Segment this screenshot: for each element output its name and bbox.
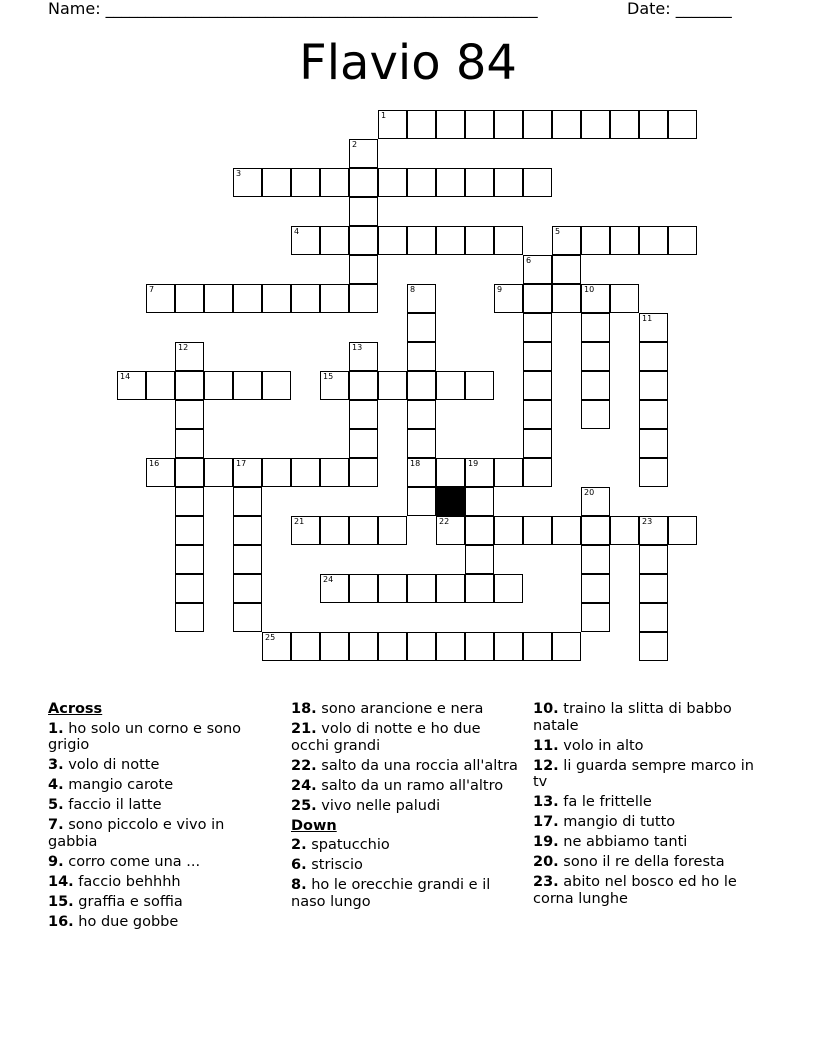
grid-cell[interactable]	[175, 574, 204, 603]
clue-number: 9.	[48, 853, 64, 870]
clue-item	[291, 778, 521, 795]
grid-cell[interactable]	[552, 110, 581, 139]
grid-cell[interactable]	[436, 458, 465, 487]
grid-cell[interactable]	[523, 168, 552, 197]
cell-number: 18	[410, 459, 421, 468]
cell-number: 8	[410, 285, 416, 294]
grid-cell[interactable]	[262, 632, 291, 661]
clue-number: 14.	[48, 873, 74, 890]
grid-cell[interactable]	[581, 284, 610, 313]
grid-cell[interactable]	[349, 139, 378, 168]
grid-cell[interactable]	[349, 284, 378, 313]
grid-cell[interactable]	[465, 371, 494, 400]
clue-item	[48, 797, 278, 814]
clue-column-2	[291, 701, 521, 914]
grid-cell[interactable]	[146, 284, 175, 313]
grid-cell[interactable]	[552, 516, 581, 545]
grid-cell[interactable]	[233, 458, 262, 487]
grid-cell[interactable]	[639, 574, 668, 603]
clue-text: faccio il latte	[68, 797, 162, 813]
cell-number: 21	[294, 517, 305, 526]
grid-cell[interactable]	[407, 487, 436, 516]
clue-number: 24.	[291, 777, 317, 794]
clue-text: li guarda sempre marco in tv	[533, 757, 754, 790]
grid-cell[interactable]	[378, 516, 407, 545]
grid-cell[interactable]	[291, 284, 320, 313]
clue-text: sono piccolo e vivo in gabbia	[48, 817, 225, 850]
clue-text: fa le frittelle	[563, 794, 652, 810]
grid-cell[interactable]	[494, 110, 523, 139]
clue-item	[48, 777, 278, 794]
clue-number: 8.	[291, 877, 307, 893]
clue-text: graffia e soffia	[78, 893, 183, 910]
clue-number: 20.	[533, 854, 559, 870]
grid-cell[interactable]	[175, 371, 204, 400]
grid-cell[interactable]	[581, 545, 610, 574]
clue-item	[291, 798, 521, 815]
clue-text: striscio	[311, 857, 363, 873]
grid-cell[interactable]	[349, 371, 378, 400]
clue-number: 5.	[48, 797, 64, 813]
grid-cell[interactable]	[523, 458, 552, 487]
grid-cell[interactable]	[407, 313, 436, 342]
grid-cell[interactable]	[494, 458, 523, 487]
section-heading-down: Down	[291, 817, 337, 834]
clue-item	[291, 721, 521, 754]
grid-cell[interactable]	[581, 603, 610, 632]
clue-item	[48, 914, 278, 931]
grid-cell[interactable]	[523, 284, 552, 313]
clue-item	[533, 758, 763, 791]
clue-number: 25.	[291, 797, 317, 814]
grid-cell[interactable]	[552, 632, 581, 661]
grid-cell[interactable]	[436, 110, 465, 139]
grid-cell[interactable]	[291, 516, 320, 545]
grid-cell[interactable]	[610, 284, 639, 313]
grid-cell[interactable]	[523, 110, 552, 139]
black-square	[436, 487, 465, 516]
clue-text: salto da una roccia all'altra	[321, 757, 518, 774]
clue-text: ho le orecchie grandi e il naso lungo	[291, 877, 491, 910]
grid-cell[interactable]	[494, 516, 523, 545]
grid-cell[interactable]	[552, 255, 581, 284]
grid-cell[interactable]	[175, 458, 204, 487]
grid-cell[interactable]	[204, 371, 233, 400]
grid-cell[interactable]	[465, 632, 494, 661]
grid-cell[interactable]	[349, 168, 378, 197]
clue-number: 17.	[533, 814, 559, 830]
grid-cell[interactable]	[407, 400, 436, 429]
clue-item	[533, 701, 763, 734]
grid-cell[interactable]	[465, 168, 494, 197]
grid-cell[interactable]	[639, 632, 668, 661]
clue-number: 3.	[48, 757, 64, 773]
grid-cell[interactable]	[407, 342, 436, 371]
clue-text: ho solo un corno e sono grigio	[48, 720, 242, 753]
grid-cell[interactable]	[407, 284, 436, 313]
clue-item	[533, 814, 763, 831]
grid-cell[interactable]	[581, 574, 610, 603]
grid-cell[interactable]	[117, 371, 146, 400]
grid-cell[interactable]	[407, 458, 436, 487]
grid-cell[interactable]	[668, 516, 697, 545]
grid-cell[interactable]	[233, 516, 262, 545]
grid-cell[interactable]	[523, 255, 552, 284]
grid-cell[interactable]	[610, 516, 639, 545]
grid-cell[interactable]	[175, 487, 204, 516]
clue-number: 19.	[533, 834, 559, 850]
clue-text: corro come una ...	[68, 853, 201, 870]
clue-item	[533, 854, 763, 871]
grid-cell[interactable]	[349, 342, 378, 371]
cell-number: 6	[526, 256, 532, 265]
grid-cell[interactable]	[175, 400, 204, 429]
grid-cell[interactable]	[639, 545, 668, 574]
grid-cell[interactable]	[349, 197, 378, 226]
grid-cell[interactable]	[320, 284, 349, 313]
clue-item	[533, 834, 763, 851]
grid-cell[interactable]	[639, 429, 668, 458]
cell-number: 15	[323, 372, 334, 381]
grid-cell[interactable]	[552, 226, 581, 255]
clue-item	[48, 894, 278, 911]
grid-cell[interactable]	[639, 371, 668, 400]
grid-cell[interactable]	[349, 574, 378, 603]
clue-item	[48, 757, 278, 774]
grid-cell[interactable]	[465, 487, 494, 516]
grid-cell[interactable]	[175, 516, 204, 545]
cell-number: 9	[497, 285, 503, 294]
grid-cell[interactable]	[639, 458, 668, 487]
grid-cell[interactable]	[407, 632, 436, 661]
grid-cell[interactable]	[581, 342, 610, 371]
grid-cell[interactable]	[639, 110, 668, 139]
grid-cell[interactable]	[175, 284, 204, 313]
grid-cell[interactable]	[581, 313, 610, 342]
cell-number: 14	[120, 372, 131, 381]
grid-cell[interactable]	[523, 371, 552, 400]
clue-item	[291, 857, 521, 874]
grid-cell[interactable]	[320, 458, 349, 487]
grid-cell[interactable]	[436, 516, 465, 545]
grid-cell[interactable]	[465, 545, 494, 574]
grid-cell[interactable]	[175, 603, 204, 632]
grid-cell[interactable]	[349, 400, 378, 429]
clue-item	[48, 874, 278, 891]
grid-cell[interactable]	[523, 400, 552, 429]
grid-cell[interactable]	[175, 545, 204, 574]
grid-cell[interactable]	[175, 429, 204, 458]
cell-number: 3	[236, 169, 242, 178]
grid-cell[interactable]	[378, 110, 407, 139]
grid-cell[interactable]	[523, 342, 552, 371]
grid-cell[interactable]	[349, 226, 378, 255]
clue-number: 22.	[291, 757, 317, 774]
grid-cell[interactable]	[639, 226, 668, 255]
grid-cell[interactable]	[349, 632, 378, 661]
grid-cell[interactable]	[407, 110, 436, 139]
clue-item	[533, 874, 763, 907]
grid-cell[interactable]	[465, 574, 494, 603]
date-field-line: Date: _______	[627, 0, 732, 18]
grid-cell[interactable]	[291, 458, 320, 487]
grid-cell[interactable]	[523, 632, 552, 661]
grid-cell[interactable]	[233, 603, 262, 632]
grid-cell[interactable]	[378, 168, 407, 197]
clue-text: spatucchio	[311, 837, 390, 853]
section-heading-across: Across	[48, 701, 103, 717]
grid-cell[interactable]	[378, 226, 407, 255]
cell-number: 4	[294, 227, 300, 236]
clue-text: traino la slitta di babbo natale	[533, 701, 732, 734]
grid-cell[interactable]	[146, 458, 175, 487]
grid-cell[interactable]	[320, 516, 349, 545]
clue-text: sono il re della foresta	[563, 854, 725, 870]
grid-cell[interactable]	[407, 168, 436, 197]
grid-cell[interactable]	[233, 574, 262, 603]
clue-text: volo di notte e ho due occhi grandi	[291, 721, 481, 754]
clue-item	[533, 738, 763, 755]
clue-item	[291, 837, 521, 854]
grid-cell[interactable]	[581, 400, 610, 429]
grid-cell[interactable]	[610, 110, 639, 139]
clue-number: 18.	[291, 701, 317, 717]
grid-cell[interactable]	[407, 371, 436, 400]
grid-cell[interactable]	[233, 284, 262, 313]
cell-number: 17	[236, 459, 247, 468]
grid-cell[interactable]	[581, 371, 610, 400]
grid-cell[interactable]	[262, 284, 291, 313]
clue-item	[291, 758, 521, 775]
grid-cell[interactable]	[436, 574, 465, 603]
cell-number: 19	[468, 459, 479, 468]
grid-cell[interactable]	[320, 168, 349, 197]
clue-text: abito nel bosco ed ho le corna lunghe	[533, 874, 737, 907]
grid-cell[interactable]	[407, 226, 436, 255]
cell-number: 10	[584, 285, 595, 294]
grid-cell[interactable]	[262, 371, 291, 400]
grid-cell[interactable]	[378, 371, 407, 400]
grid-cell[interactable]	[378, 574, 407, 603]
cell-number: 7	[149, 285, 155, 294]
grid-cell[interactable]	[291, 168, 320, 197]
clue-number: 1.	[48, 720, 64, 737]
cell-number: 13	[352, 343, 363, 352]
grid-cell[interactable]	[523, 516, 552, 545]
cell-number: 2	[352, 140, 358, 149]
grid-cell[interactable]	[349, 429, 378, 458]
grid-cell[interactable]	[378, 632, 407, 661]
clue-item	[48, 854, 278, 871]
grid-cell[interactable]	[204, 458, 233, 487]
clue-number: 23.	[533, 874, 559, 890]
grid-cell[interactable]	[262, 168, 291, 197]
grid-cell[interactable]	[465, 458, 494, 487]
clue-number: 10.	[533, 701, 559, 717]
grid-cell[interactable]	[262, 458, 291, 487]
grid-cell[interactable]	[465, 110, 494, 139]
grid-cell[interactable]	[639, 400, 668, 429]
grid-cell[interactable]	[552, 284, 581, 313]
grid-cell[interactable]	[610, 226, 639, 255]
grid-cell[interactable]	[320, 632, 349, 661]
cell-number: 24	[323, 575, 334, 584]
cell-number: 23	[642, 517, 653, 526]
clue-number: 4.	[48, 777, 64, 793]
grid-cell[interactable]	[233, 168, 262, 197]
grid-cell[interactable]	[436, 226, 465, 255]
grid-cell[interactable]	[349, 255, 378, 284]
name-field-line: Name: ______________________________________________________	[48, 0, 538, 18]
clue-item	[291, 877, 521, 910]
clue-number: 6.	[291, 857, 307, 873]
grid-cell[interactable]	[494, 226, 523, 255]
clue-column-1	[48, 701, 278, 934]
grid-cell[interactable]	[668, 110, 697, 139]
clue-text: sono arancione e nera	[321, 701, 484, 717]
clue-number: 12.	[533, 757, 559, 774]
cell-number: 1	[381, 111, 387, 120]
grid-cell[interactable]	[436, 371, 465, 400]
grid-cell[interactable]	[233, 487, 262, 516]
clue-text: ho due gobbe	[78, 913, 179, 930]
grid-cell[interactable]	[291, 226, 320, 255]
clue-number: 16.	[48, 913, 74, 930]
grid-cell[interactable]	[581, 487, 610, 516]
grid-cell[interactable]	[320, 371, 349, 400]
clue-text: faccio behhhh	[78, 873, 181, 890]
grid-cell[interactable]	[436, 168, 465, 197]
clue-number: 21.	[291, 721, 317, 737]
clue-item	[48, 817, 278, 850]
grid-cell[interactable]	[349, 516, 378, 545]
clue-text: volo di notte	[68, 757, 160, 773]
grid-cell[interactable]	[639, 342, 668, 371]
grid-cell[interactable]	[204, 284, 233, 313]
grid-cell[interactable]	[639, 516, 668, 545]
cell-number: 22	[439, 517, 450, 526]
grid-cell[interactable]	[465, 516, 494, 545]
clue-number: 7.	[48, 817, 64, 833]
grid-cell[interactable]	[291, 632, 320, 661]
clue-number: 2.	[291, 837, 307, 853]
grid-cell[interactable]	[465, 226, 494, 255]
grid-cell[interactable]	[581, 516, 610, 545]
grid-cell[interactable]	[494, 284, 523, 313]
clue-item	[533, 794, 763, 811]
clue-text: vivo nelle paludi	[321, 797, 441, 814]
clue-item	[48, 721, 278, 754]
clue-number: 11.	[533, 737, 559, 754]
grid-cell[interactable]	[494, 574, 523, 603]
grid-cell[interactable]	[436, 632, 465, 661]
grid-cell[interactable]	[581, 110, 610, 139]
cell-number: 16	[149, 459, 160, 468]
grid-cell[interactable]	[320, 226, 349, 255]
cell-number: 11	[642, 314, 653, 323]
grid-cell[interactable]	[407, 429, 436, 458]
grid-cell[interactable]	[233, 371, 262, 400]
grid-cell[interactable]	[523, 313, 552, 342]
grid-cell[interactable]	[320, 574, 349, 603]
puzzle-title: Flavio 84	[299, 35, 517, 91]
clue-text: mangio carote	[68, 777, 174, 793]
grid-cell[interactable]	[668, 226, 697, 255]
cell-number: 25	[265, 633, 276, 642]
clue-number: 15.	[48, 893, 74, 910]
clue-text: volo in alto	[563, 737, 644, 754]
clue-text: mangio di tutto	[563, 814, 676, 830]
grid-cell[interactable]	[494, 632, 523, 661]
clue-column-3	[533, 701, 763, 911]
grid-cell[interactable]	[639, 313, 668, 342]
grid-cell[interactable]	[233, 545, 262, 574]
grid-cell[interactable]	[523, 429, 552, 458]
grid-cell[interactable]	[639, 603, 668, 632]
grid-cell[interactable]	[175, 342, 204, 371]
clue-number: 13.	[533, 794, 559, 810]
grid-cell[interactable]	[581, 226, 610, 255]
grid-cell[interactable]	[349, 458, 378, 487]
clue-text: ne abbiamo tanti	[563, 834, 688, 850]
grid-cell[interactable]	[407, 574, 436, 603]
grid-cell[interactable]	[146, 371, 175, 400]
clue-text: salto da un ramo all'altro	[321, 777, 504, 794]
grid-cell[interactable]	[494, 168, 523, 197]
cell-number: 12	[178, 343, 189, 352]
cell-number: 20	[584, 488, 595, 497]
cell-number: 5	[555, 227, 561, 236]
clue-item	[291, 701, 521, 718]
